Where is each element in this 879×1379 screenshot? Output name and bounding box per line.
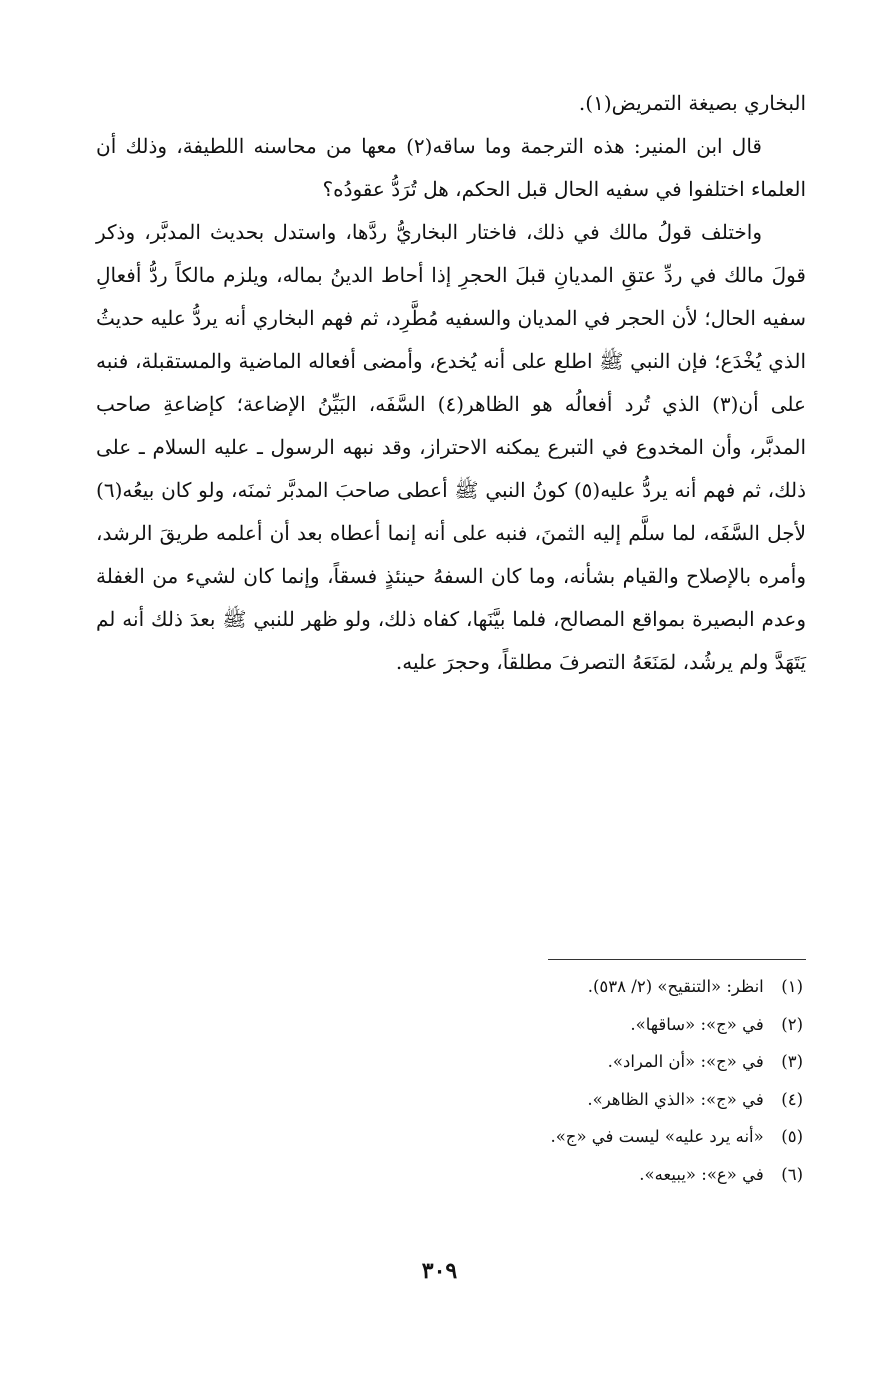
footnotes-list [103,968,803,1193]
footnote-number: (٤) [781,1089,803,1109]
footnote-4 [103,1081,803,1119]
footnote-number: (٢) [781,1014,803,1034]
main-text [96,82,806,684]
footnote-6 [103,1156,803,1194]
footnote-3 [103,1043,803,1081]
footnote-text: في «ج»: «ساقها». [630,1014,764,1034]
footnote-2 [103,1006,803,1044]
footnote-number: (٣) [781,1052,803,1071]
footnote-text: في «ج»: «أن المراد». [607,1052,764,1071]
paragraph-ibn-almunir: قال ابن المنير: هذه الترجمة وما ساقه(٢) معها من محاسنه اللطيفة، وذلك أن العلماء اختلفوا في سفيه الحال قبل الحكم، هل تُرَدُّ عقودُه؟ [96,134,806,201]
page-text [96,82,806,684]
footnote-number: (١) [781,977,803,996]
paragraph-continuation: البخاري بصيغة التمريض(١). [578,91,806,115]
footnote-number: (٦) [781,1164,803,1184]
footnote-text: في «ج»: «الذي الظاهر». [587,1089,764,1109]
footnote-text: في «ع»: «يبيعه». [639,1164,764,1184]
footnote-text: «أنه يرد عليه» ليست في «ج». [550,1127,764,1146]
footnote-text: انظر: «التنقيح» (٢/ ٥٣٨). [587,977,764,996]
footnote-number: (٥) [781,1127,803,1146]
page-number: ٣٠٩ [421,1258,458,1284]
footnote-5 [103,1118,803,1156]
footnote-divider [548,959,806,960]
paragraph-malik-opinion: واختلف قولُ مالك في ذلك، فاختار البخاريُّ ردَّها، واستدل بحديث المدبَّر، وذكر قولَ مالك في ردِّ عتقِ المديانِ قبلَ الحجرِ إذا أحاط الدينُ بماله، ويلزم مالكاً ردُّ أفعالِ سفيه الحال؛ لأن الحجر في المديان والسفيه مُطَّرِد، ثم فهم البخاري أنه يردُّ عليه حديثُ الذي يُخْدَع؛ فإن النبي ﷺ اطلع على أنه يُخدع، وأمضى أفعاله الماضية والمستقبلة، فنبه على أن(٣) الذي تُرد أفعالُه هو الظاهر(٤) السَّفَه، البَيِّنُ الإضاعة؛ كإضاعةِ صاحب المدبَّر، وأن المخدوع في التبرع يمكنه الاحتراز، وقد نبهه الرسول ـ عليه السلام ـ على ذلك، ثم فهم أنه يردُّ عليه(٥) كونُ النبي ﷺ أعطى صاحبَ المدبَّر ثمنَه، ولو كان بيعُه(٦) لأجل السَّفَه، لما سلَّم إليه الثمنَ، فنبه على أنه إنما أعطاه بعد أن أعلمه طريقَ الرشد، وأمره بالإصلاح والقيام بشأنه، وما كان السفهُ حينئذٍ فسقاً، وإنما كان لشيء من الغفلة وعدم البصيرة بمواقع المصالح، فلما بيَّنَها، كفاه ذلك، ولو ظهر للنبي ﷺ بعدَ ذلك أنه لم يَتَهَدَّ ولم يرشُد، لمَنَعَهُ التصرفَ مطلقاً، وحجرَ عليه. [96,220,806,674]
footnote-1 [103,968,803,1006]
